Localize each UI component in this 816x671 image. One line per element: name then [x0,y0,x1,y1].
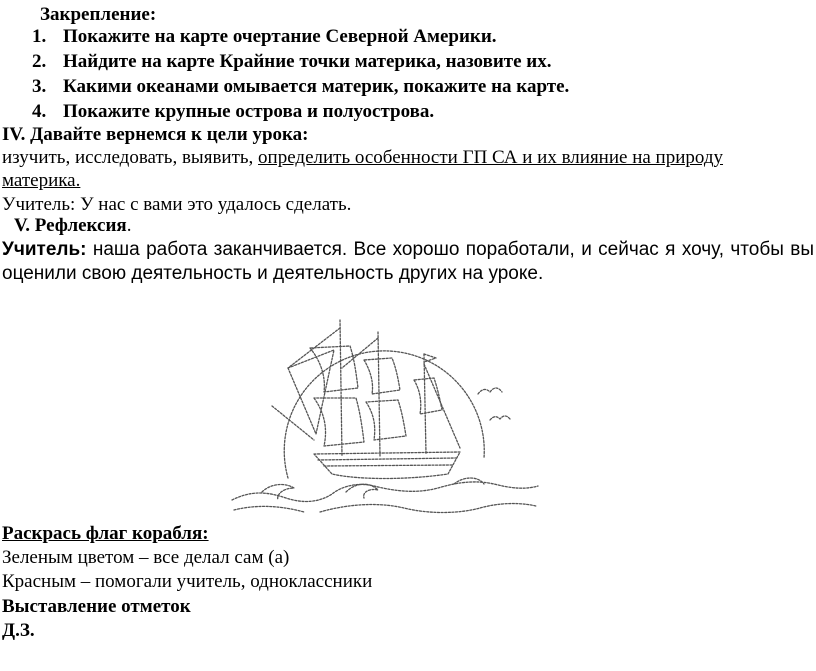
ship-rigging [288,328,460,448]
red-flag-meaning: Красным – помогали учитель, одноклассники [2,571,373,592]
ship-flag [424,354,436,362]
task-text: Какими океанами омывается материк, покажите на карте. [63,76,570,97]
seagull-icon [490,416,510,420]
green-flag-meaning: Зеленым цветом – все делал сам (а) [2,547,290,568]
task-text: Покажите крупные острова и полуострова. [63,101,435,122]
wave-curls [262,478,484,500]
lesson-goal-line2: материка. [2,170,81,191]
speaker-label: Учитель: [2,239,87,260]
task-number: 2. [32,51,47,72]
teacher-confirmation: Учитель: У нас с вами это удалось сделать. [2,194,352,215]
task-number: 4. [32,101,47,122]
task-number: 3. [32,76,47,97]
flag-instruction-title: Раскрась флаг корабля: [2,523,209,544]
sail-fore-upper [364,358,400,394]
title-period: . [126,215,132,236]
task-text: Покажите на карте очертание Северной Америки. [63,26,497,47]
heading-consolidation: Закрепление: [40,4,157,25]
seagull-icon [478,388,502,394]
reflection-text-1: наша работа заканчивается. Все хорошо поработали, и сейчас я хочу, чтобы вы [92,239,814,260]
sail-fore-lower [366,400,406,440]
sailing-ship-drawing [228,308,540,518]
wave-bottom [234,504,536,513]
section5-title: V. Рефлексия [14,215,127,236]
goal-underlined: определить особенности ГП СА и их влияние на природу [258,147,724,168]
homework-heading: Д.З. [2,620,35,641]
section5-title-row [14,215,131,237]
hull-planks [318,458,456,466]
reflection-line2: оценили свою деятельность и деятельность других на уроке. [2,263,544,284]
grades-heading: Выставление отметок [2,596,191,617]
section4-title: IV. Давайте вернемся к цели урока: [2,124,309,145]
sail-main-lower [314,398,364,446]
goal-verbs: изучить, исследовать, выявить, [2,147,259,168]
reflection-line1 [2,239,814,261]
lesson-goal-line1 [2,147,723,169]
task-text: Найдите на карте Крайние точки материка, назовите их. [63,51,552,72]
task-number: 1. [32,26,47,47]
